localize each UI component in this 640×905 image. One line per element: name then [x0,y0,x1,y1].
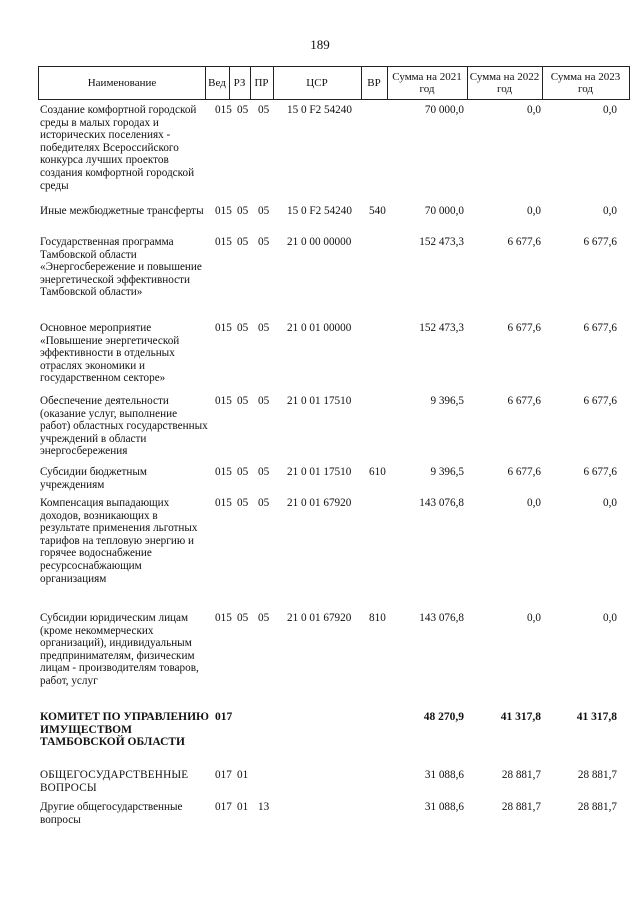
row-sum-2022: 41 317,8 [500,711,541,723]
row-pr: 05 [258,104,270,116]
column-header-sum-2021: Сумма на 2021 год [387,67,468,99]
row-csr: 21 0 01 67920 [287,612,352,624]
column-header-ved: Вед [205,67,230,99]
row-ved: 015 [215,612,232,624]
row-sum-2022: 6 677,6 [507,236,541,248]
row-sum-2021: 152 473,3 [419,322,464,334]
row-pr: 05 [258,236,270,248]
row-sum-2022: 0,0 [527,612,541,624]
column-header-csr: ЦСР [273,67,362,99]
row-csr: 21 0 00 00000 [287,236,352,248]
row-sum-2023: 6 677,6 [583,466,617,478]
row-ved: 015 [215,236,232,248]
row-sum-2023: 0,0 [603,612,617,624]
row-pr: 05 [258,205,270,217]
row-name: Создание комфортной городской среды в малых городах и исторических поселениях - победителях Всероссийского конкурса лучших проектов создания комфортной городской среды [40,104,197,192]
row-sum-2021: 9 396,5 [430,395,464,407]
row-pr: 13 [258,801,270,813]
row-sum-2021: 152 473,3 [419,236,464,248]
row-rz: 01 [237,769,249,781]
row-sum-2022: 6 677,6 [507,395,541,407]
row-ved: 015 [215,497,232,509]
row-csr: 15 0 F2 54240 [287,205,352,217]
row-sum-2022: 6 677,6 [507,466,541,478]
column-header-pr: ПР [250,67,274,99]
row-sum-2022: 0,0 [527,104,541,116]
row-pr: 05 [258,612,270,624]
row-name: ОБЩЕГОСУДАРСТВЕННЫЕ ВОПРОСЫ [40,769,189,794]
row-name: Основное мероприятие «Повышение энергетической эффективности в отдельных отраслях экономики и государственном секторе» [40,322,180,385]
row-sum-2023: 6 677,6 [583,395,617,407]
row-sum-2021: 48 270,9 [423,711,464,723]
row-sum-2021: 70 000,0 [424,104,464,116]
row-ved: 017 [215,769,232,781]
row-sum-2023: 28 881,7 [577,801,617,813]
row-sum-2021: 143 076,8 [419,497,464,509]
row-vr: 810 [369,612,386,624]
row-csr: 21 0 01 67920 [287,497,352,509]
row-pr: 05 [258,395,270,407]
column-header-rz: РЗ [229,67,251,99]
row-rz: 05 [237,104,249,116]
row-sum-2022: 0,0 [527,205,541,217]
row-sum-2022: 28 881,7 [501,801,541,813]
row-sum-2021: 70 000,0 [424,205,464,217]
row-name: Обеспечение деятельности (оказание услуг, выполнение работ) областных государственных учреждений в области энергосбережения [40,395,208,458]
page-number: 189 [310,37,330,52]
row-name: Государственная программа Тамбовской области «Энергосбережение и повышение энергетической эффективности Тамбовской области» [40,236,202,299]
row-rz: 05 [237,236,249,248]
row-sum-2022: 28 881,7 [501,769,541,781]
row-pr: 05 [258,466,270,478]
row-sum-2023: 0,0 [603,205,617,217]
row-ved: 015 [215,395,232,407]
row-csr: 15 0 F2 54240 [287,104,352,116]
row-name: Компенсация выпадающих доходов, возникающих в результате применения льготных тарифов на тепловую энергию и горячее водоснабжение ресурсоснабжающим организациям [40,497,198,585]
row-sum-2021: 31 088,6 [424,769,464,781]
column-header-vr: ВР [361,67,388,99]
row-rz: 05 [237,322,249,334]
row-sum-2021: 9 396,5 [430,466,464,478]
row-rz: 05 [237,205,249,217]
column-header-sum-2022: Сумма на 2022 год [467,67,543,99]
row-vr: 540 [369,205,386,217]
row-rz: 05 [237,395,249,407]
row-name: Субсидии бюджетным учреждениям [40,466,147,491]
row-rz: 05 [237,497,249,509]
row-rz: 05 [237,612,249,624]
row-sum-2023: 6 677,6 [583,322,617,334]
row-ved: 015 [215,466,232,478]
row-name: КОМИТЕТ ПО УПРАВЛЕНИЮ ИМУЩЕСТВОМ ТАМБОВСКОЙ ОБЛАСТИ [40,711,210,749]
row-csr: 21 0 01 00000 [287,322,352,334]
row-pr: 05 [258,497,270,509]
row-sum-2023: 0,0 [603,104,617,116]
row-rz: 05 [237,466,249,478]
column-header-name: Наименование [39,67,206,99]
row-sum-2021: 31 088,6 [424,801,464,813]
row-rz: 01 [237,801,249,813]
column-header-sum-2023: Сумма на 2023 год [550,71,621,95]
row-sum-2023: 0,0 [603,497,617,509]
row-name: Другие общегосударственные вопросы [40,801,183,826]
row-name: Субсидии юридическим лицам (кроме некоммерческих организаций), индивидуальным предпринимателям, физическим лицам - производителям товаров, работ, услуг [40,612,199,687]
row-csr: 21 0 01 17510 [287,395,352,407]
row-ved: 017 [215,801,232,813]
row-sum-2023: 6 677,6 [583,236,617,248]
row-sum-2023: 28 881,7 [577,769,617,781]
row-ved: 015 [215,205,232,217]
row-name: Иные межбюджетные трансферты [40,205,204,217]
row-sum-2022: 0,0 [527,497,541,509]
row-sum-2021: 143 076,8 [419,612,464,624]
row-ved: 015 [215,104,232,116]
row-csr: 21 0 01 17510 [287,466,352,478]
row-vr: 610 [369,466,386,478]
row-ved: 015 [215,322,232,334]
row-sum-2022: 6 677,6 [507,322,541,334]
table-header [38,66,630,100]
row-ved: 017 [215,711,233,723]
row-sum-2023: 41 317,8 [576,711,617,723]
row-pr: 05 [258,322,270,334]
